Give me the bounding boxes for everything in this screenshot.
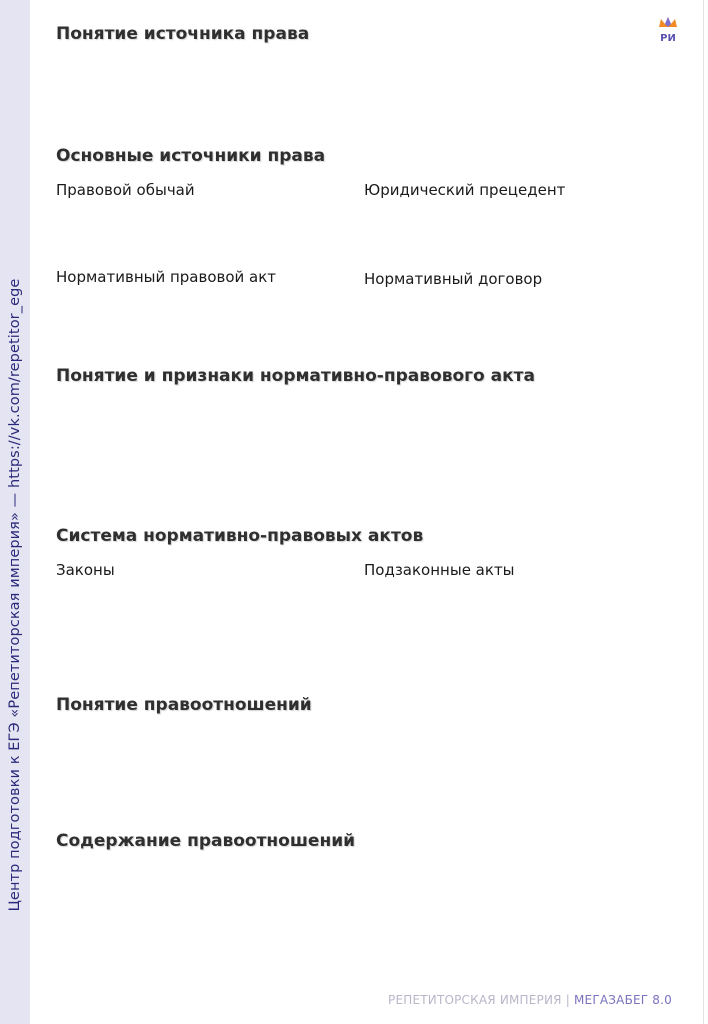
sidebar-vertical-text: Центр подготовки к ЕГЭ «Репетиторская империя» — https://vk.com/repetitor_ege [7,278,23,912]
sidebar [0,0,30,1024]
heading-main-sources: Основные источники права [56,146,326,166]
source-custom: Правовой обычай [56,181,195,199]
footer [388,993,672,1007]
crown-logo-icon [654,16,682,46]
heading-relations-concept: Понятие правоотношений [56,695,312,715]
heading-act-features: Понятие и признаки нормативно-правового акта [56,366,535,386]
right-border-line [703,0,704,1024]
source-act: Нормативный правовой акт [56,268,277,286]
footer-event: МЕГАЗАБЕГ 8.0 [574,993,672,1007]
source-precedent: Юридический прецедент [364,181,566,199]
logo-text: РИ [660,33,676,44]
heading-source-concept: Понятие источника права [56,24,310,44]
heading-relations-content: Содержание правоотношений [56,831,356,851]
acts-bylaws: Подзаконные акты [364,561,515,579]
footer-brand: РЕПЕТИТОРСКАЯ ИМПЕРИЯ [388,993,562,1007]
footer-separator: | [561,993,574,1007]
heading-acts-system: Система нормативно-правовых актов [56,526,424,546]
source-contract: Нормативный договор [364,270,543,288]
acts-laws: Законы [56,561,115,579]
